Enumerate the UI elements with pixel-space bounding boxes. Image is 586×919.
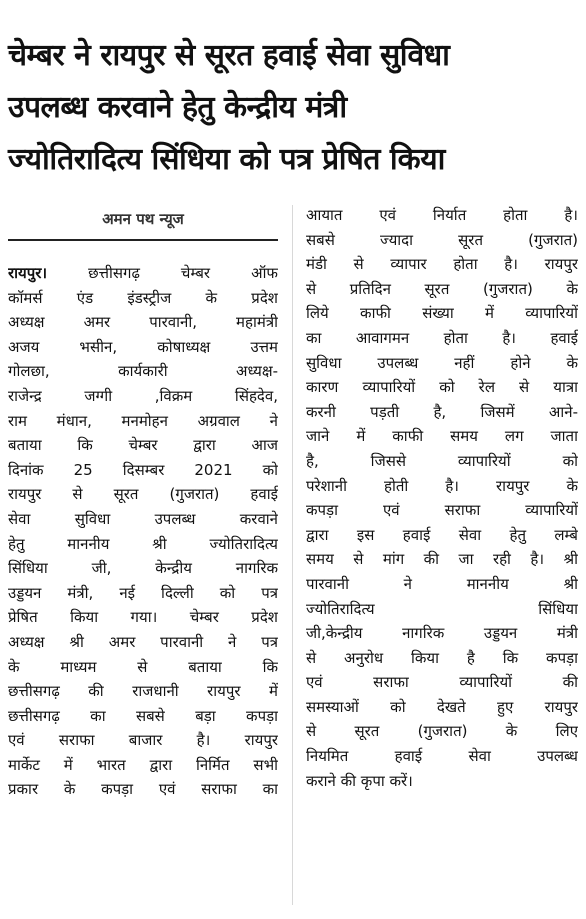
article-line: के माध्यम से बताया कि bbox=[8, 657, 278, 676]
article-line: से अनुरोध किया है कि कपड़ा bbox=[306, 648, 578, 667]
article-line: मंडी से व्यापार होता है। रायपुर bbox=[306, 255, 578, 274]
article-line: छत्तीसगढ़ का सबसे बड़ा कपड़ा bbox=[8, 706, 278, 725]
article-line: अध्यक्ष अमर पारवानी, महामंत्री bbox=[8, 313, 278, 332]
article-line: आयात एवं निर्यात होता है। bbox=[306, 206, 578, 224]
article-line: जाने में काफी समय लग जाता bbox=[306, 427, 578, 446]
article-line: द्वारा इस हवाई सेवा हेतु लम्बे bbox=[306, 525, 578, 544]
article-line bbox=[8, 261, 278, 286]
article-line: परेशानी होती है। रायपुर के bbox=[306, 476, 578, 495]
article-line: बताया कि चेम्बर द्वारा आज bbox=[8, 436, 278, 455]
article-line: प्रेषित किया गया। चेम्बर प्रदेश bbox=[8, 608, 278, 627]
article-line: से सूरत (गुजरात) के लिए bbox=[306, 722, 578, 741]
article-line: कराने की कृपा करें। bbox=[306, 771, 413, 790]
article-line-text: छत्तीसगढ़ चेम्बर ऑफ bbox=[47, 264, 278, 282]
article-line: प्रकार के कपड़ा एवं सराफा का bbox=[8, 780, 278, 799]
article-line: सिंधिया जी, केन्द्रीय नागरिक bbox=[8, 559, 278, 578]
headline bbox=[8, 30, 578, 186]
column-divider bbox=[292, 205, 293, 905]
article-line: राजेन्द्र जग्गी ,विक्रम सिंहदेव, bbox=[8, 386, 278, 405]
headline-line: चेम्बर ने रायपुर से सूरत हवाई सेवा सुविधा bbox=[8, 38, 450, 73]
article-line: एवं सराफा बाजार है। रायपुर bbox=[8, 731, 278, 750]
article-line: रायपुर से सूरत (गुजरात) हवाई bbox=[8, 485, 278, 504]
article-line: हेतु माननीय श्री ज्योतिरादित्य bbox=[8, 534, 278, 553]
article-column-left bbox=[8, 261, 278, 802]
article-line: कारण व्यापारियों को रेल से यात्रा bbox=[306, 378, 578, 397]
article-line: सेवा सुविधा उपलब्ध करवाने bbox=[8, 509, 278, 528]
article-line: गोलछा, कार्यकारी अध्यक्ष- bbox=[8, 362, 278, 381]
byline-block bbox=[8, 205, 278, 245]
article-line: कपड़ा एवं सराफा व्यापारियों bbox=[306, 501, 578, 520]
article-line: अध्यक्ष श्री अमर पारवानी ने पत्र bbox=[8, 632, 278, 651]
article-line: उड्डयन मंत्री, नई दिल्ली को पत्र bbox=[8, 583, 278, 602]
article-column-right bbox=[306, 203, 578, 793]
byline-rule bbox=[8, 239, 278, 241]
article-line: करनी पड़ती है, जिसमें आने- bbox=[306, 402, 578, 421]
article-line: है, जिससे व्यापारियों को bbox=[306, 451, 578, 470]
article-line: सुविधा उपलब्ध नहीं होने के bbox=[306, 353, 578, 372]
article-line: मार्केट में भारत द्वारा निर्मित सभी bbox=[8, 755, 278, 774]
article-line: अजय भसीन, कोषाध्यक्ष उत्तम bbox=[8, 337, 278, 356]
article-line: छत्तीसगढ़ की राजधानी रायपुर में bbox=[8, 682, 278, 701]
article-line: समय से मांग की जा रही है। श्री bbox=[306, 550, 578, 569]
article-line: एवं सराफा व्यापारियों की bbox=[306, 673, 578, 692]
article-line: का आवागमन होता है। हवाई bbox=[306, 328, 578, 347]
article-line: जी,केन्द्रीय नागरिक उड्डयन मंत्री bbox=[306, 624, 578, 643]
article-line: से प्रतिदिन सूरत (गुजरात) के bbox=[306, 279, 578, 298]
article-line: दिनांक 25 दिसम्बर 2021 को bbox=[8, 460, 278, 479]
headline-line: ज्योतिरादित्य सिंधिया को पत्र प्रेषित किया bbox=[8, 142, 445, 177]
article-line: सबसे ज्यादा सूरत (गुजरात) bbox=[306, 230, 578, 249]
article-line: लिये काफी संख्या में व्यापारियों bbox=[306, 304, 578, 323]
article-line: राम मंधान, मनमोहन अग्रवाल ने bbox=[8, 411, 278, 430]
article-line: नियमित हवाई सेवा उपलब्ध bbox=[306, 747, 578, 766]
article-line: कॉमर्स एंड इंडस्ट्रीज के प्रदेश bbox=[8, 288, 278, 307]
article-line: ज्योतिरादित्य सिंधिया bbox=[306, 599, 578, 618]
article-line: पारवानी ने माननीय श्री bbox=[306, 574, 578, 593]
headline-line: उपलब्ध करवाने हेतु केन्द्रीय मंत्री bbox=[8, 90, 347, 125]
dateline: रायपुर। bbox=[8, 264, 48, 282]
byline: अमन पथ न्यूज bbox=[102, 210, 184, 228]
article-line: समस्याओं को देखते हुए रायपुर bbox=[306, 697, 578, 716]
